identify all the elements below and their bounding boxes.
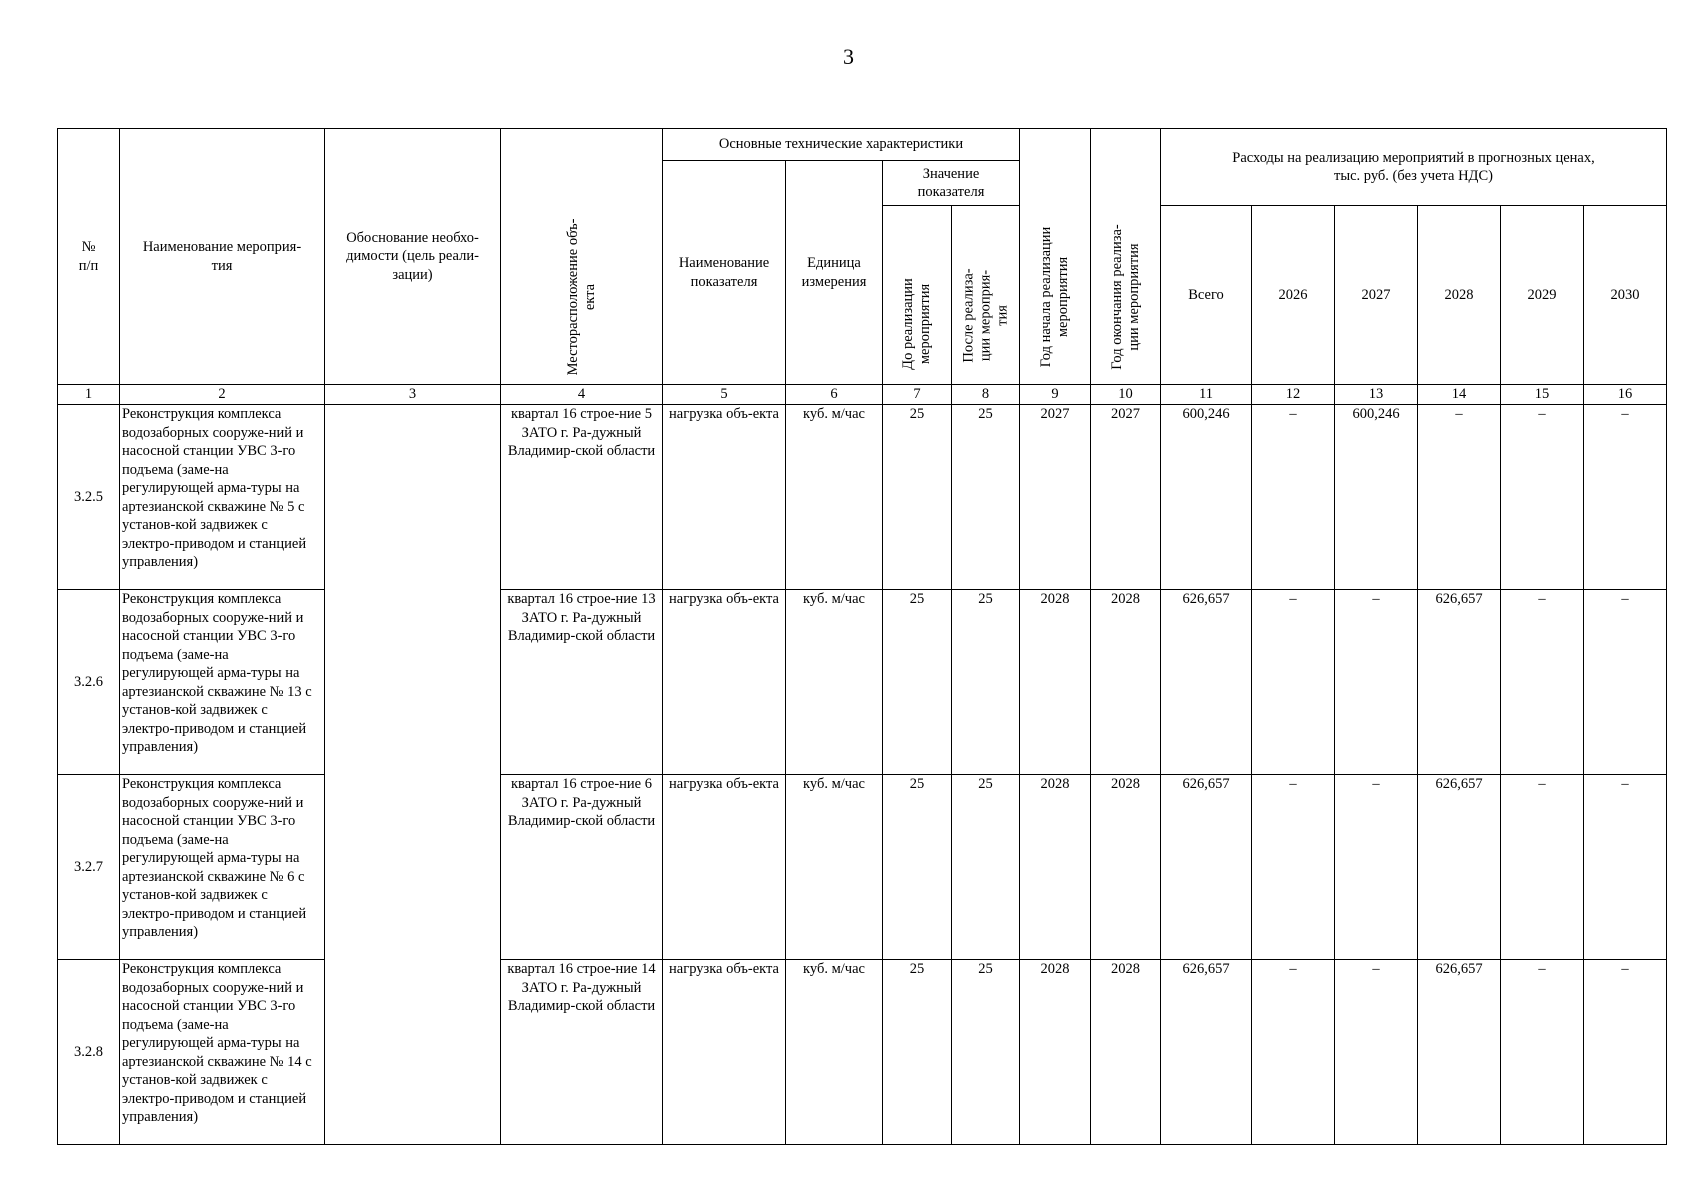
row-year-end: 2028 — [1091, 775, 1161, 960]
row-unit: куб. м/час — [786, 590, 883, 775]
row-name: Реконструкция комплекса водозаборных сооруже-ний и насосной станции УВС 3-го подъема (заме-на регулирующей арма-туры на артезианской скважине № 6 с установ-кой задвижек с электро-приводом и станцией управления) — [120, 775, 325, 960]
row-2026: – — [1252, 775, 1335, 960]
row-total: 626,657 — [1161, 775, 1252, 960]
row-unit: куб. м/час — [786, 960, 883, 1145]
header-2026: 2026 — [1252, 206, 1335, 385]
row-name: Реконструкция комплекса водозаборных сооруже-ний и насосной станции УВС 3-го подъема (заме-на регулирующей арма-туры на артезианской скважине № 13 с установ-кой задвижек с электро-приводом и станцией управления) — [120, 590, 325, 775]
row-2029: – — [1501, 775, 1584, 960]
row-after: 25 — [952, 590, 1020, 775]
row-no: 3.2.8 — [58, 960, 120, 1145]
header-2029: 2029 — [1501, 206, 1584, 385]
table-row — [58, 590, 1667, 775]
row-indicator: нагрузка объ-екта — [663, 405, 786, 590]
header-tech-group: Основные технические характеристики — [663, 129, 1020, 161]
column-number: 16 — [1584, 385, 1667, 405]
column-number: 4 — [501, 385, 663, 405]
row-after: 25 — [952, 775, 1020, 960]
row-year-end: 2028 — [1091, 960, 1161, 1145]
row-2030: – — [1584, 775, 1667, 960]
header-year-end: Год окончания реализа- ции мероприятия — [1091, 129, 1161, 385]
row-2026: – — [1252, 405, 1335, 590]
column-number: 7 — [883, 385, 952, 405]
header-location: Месторасположение объ- екта — [501, 129, 663, 385]
header-2027: 2027 — [1335, 206, 1418, 385]
row-before: 25 — [883, 590, 952, 775]
row-indicator: нагрузка объ-екта — [663, 960, 786, 1145]
row-location: квартал 16 строе-ние 13 ЗАТО г. Ра-дужный Владимир-ской области — [501, 590, 663, 775]
row-year-start: 2027 — [1020, 405, 1091, 590]
row-no: 3.2.5 — [58, 405, 120, 590]
row-name: Реконструкция комплекса водозаборных сооруже-ний и насосной станции УВС 3-го подъема (заме-на регулирующей арма-туры на артезианской скважине № 5 с установ-кой задвижек с электро-приводом и станцией управления) — [120, 405, 325, 590]
row-2027: 600,246 — [1335, 405, 1418, 590]
row-justification — [325, 405, 501, 1145]
row-year-end: 2028 — [1091, 590, 1161, 775]
row-2030: – — [1584, 590, 1667, 775]
row-2027: – — [1335, 960, 1418, 1145]
row-2029: – — [1501, 405, 1584, 590]
column-number: 13 — [1335, 385, 1418, 405]
row-year-end: 2027 — [1091, 405, 1161, 590]
row-2028: 626,657 — [1418, 775, 1501, 960]
column-number: 10 — [1091, 385, 1161, 405]
header-indicator-name: Наименование показателя — [663, 161, 786, 385]
header-total: Всего — [1161, 206, 1252, 385]
row-2030: – — [1584, 960, 1667, 1145]
header-unit: Единица измерения — [786, 161, 883, 385]
row-name: Реконструкция комплекса водозаборных сооруже-ний и насосной станции УВС 3-го подъема (заме-на регулирующей арма-туры на артезианской скважине № 14 с установ-кой задвижек с электро-приводом и станцией управления) — [120, 960, 325, 1145]
row-year-start: 2028 — [1020, 775, 1091, 960]
column-number: 5 — [663, 385, 786, 405]
column-numbers-row — [58, 385, 1667, 405]
row-after: 25 — [952, 405, 1020, 590]
row-total: 600,246 — [1161, 405, 1252, 590]
column-number: 8 — [952, 385, 1020, 405]
header-after: После реализа- ции мероприя- тия — [952, 206, 1020, 385]
column-number: 15 — [1501, 385, 1584, 405]
row-before: 25 — [883, 960, 952, 1145]
column-number: 11 — [1161, 385, 1252, 405]
header-name: Наименование мероприя- тия — [120, 129, 325, 385]
column-number: 6 — [786, 385, 883, 405]
row-year-start: 2028 — [1020, 590, 1091, 775]
row-year-start: 2028 — [1020, 960, 1091, 1145]
table-row — [58, 405, 1667, 590]
header-2028: 2028 — [1418, 206, 1501, 385]
row-location: квартал 16 строе-ние 14 ЗАТО г. Ра-дужный Владимир-ской области — [501, 960, 663, 1145]
row-indicator: нагрузка объ-екта — [663, 590, 786, 775]
header-2030: 2030 — [1584, 206, 1667, 385]
row-unit: куб. м/час — [786, 775, 883, 960]
header-expenses-group: Расходы на реализацию мероприятий в прогнозных ценах, тыс. руб. (без учета НДС) — [1161, 129, 1667, 206]
row-location: квартал 16 строе-ние 5 ЗАТО г. Ра-дужный Владимир-ской области — [501, 405, 663, 590]
column-number: 9 — [1020, 385, 1091, 405]
row-unit: куб. м/час — [786, 405, 883, 590]
measures-table — [57, 128, 1667, 1145]
row-2029: – — [1501, 960, 1584, 1145]
row-2029: – — [1501, 590, 1584, 775]
row-2030: – — [1584, 405, 1667, 590]
row-location: квартал 16 строе-ние 6 ЗАТО г. Ра-дужный Владимир-ской области — [501, 775, 663, 960]
row-indicator: нагрузка объ-екта — [663, 775, 786, 960]
row-total: 626,657 — [1161, 960, 1252, 1145]
header-year-start: Год начала реализации мероприятия — [1020, 129, 1091, 385]
table-row — [58, 960, 1667, 1145]
row-no: 3.2.7 — [58, 775, 120, 960]
column-number: 12 — [1252, 385, 1335, 405]
row-2027: – — [1335, 590, 1418, 775]
row-2027: – — [1335, 775, 1418, 960]
row-2026: – — [1252, 590, 1335, 775]
row-2026: – — [1252, 960, 1335, 1145]
column-number: 1 — [58, 385, 120, 405]
column-number: 14 — [1418, 385, 1501, 405]
row-2028: 626,657 — [1418, 590, 1501, 775]
row-before: 25 — [883, 405, 952, 590]
header-value-group: Значение показателя — [883, 161, 1020, 206]
column-number: 2 — [120, 385, 325, 405]
header-no: № п/п — [58, 129, 120, 385]
row-before: 25 — [883, 775, 952, 960]
row-after: 25 — [952, 960, 1020, 1145]
row-2028: 626,657 — [1418, 960, 1501, 1145]
header-before: До реализации мероприятия — [883, 206, 952, 385]
row-no: 3.2.6 — [58, 590, 120, 775]
header-justification: Обоснование необхо- димости (цель реали- зации) — [325, 129, 501, 385]
page-number: 3 — [843, 44, 854, 69]
column-number: 3 — [325, 385, 501, 405]
table-row — [58, 775, 1667, 960]
row-2028: – — [1418, 405, 1501, 590]
row-total: 626,657 — [1161, 590, 1252, 775]
